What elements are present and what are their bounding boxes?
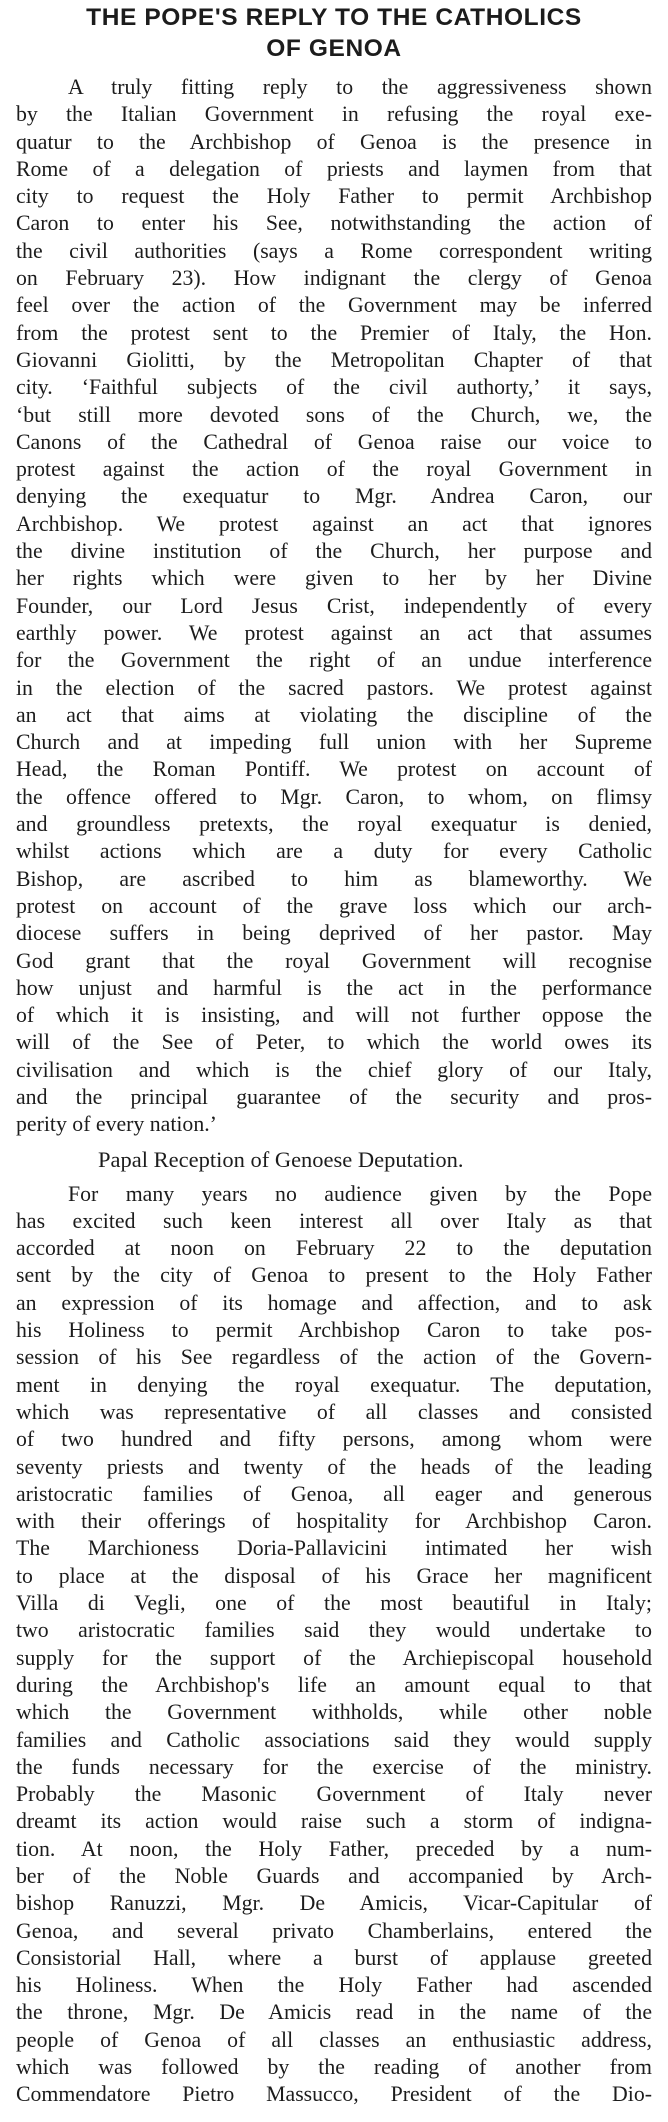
text-line: A truly fitting reply to the aggressiveness shown [68, 75, 652, 99]
text-line: people of Genoa of all classes an enthusiastic address, [16, 2027, 652, 2052]
text-line: the offence offered to Mgr. Caron, to whom, on flimsy [16, 784, 652, 809]
text-line: Bishop, are ascribed to him as blameworthy. We [16, 866, 652, 891]
text-line: her rights which were given to her by her Divine [16, 566, 652, 591]
article [16, 0, 652, 2109]
text-line: Founder, our Lord Jesus Crist, independently of every [16, 593, 652, 618]
text-line: whilst actions which are a duty for every Catholic [16, 839, 652, 864]
text-line: for the Government the right of an undue interference [16, 648, 652, 673]
text-line: perity of every nation.’ [16, 1112, 217, 1137]
text-line: Genoa, and several privato Chamberlains, entered the [16, 1918, 652, 1943]
text-line: city. ‘Faithful subjects of the civil authorty,’ it says, [16, 375, 652, 400]
text-line: to place at the disposal of his Grace her magnificent [16, 1563, 652, 1588]
text-line: city to request the Holy Father to permit Archbishop [16, 184, 652, 209]
text-line: will of the See of Peter, to which the world owes its [16, 1030, 652, 1055]
text-line: protest on account of the grave loss which our arch- [16, 893, 652, 918]
text-line: ment in denying the royal exequatur. The deputation, [16, 1372, 652, 1397]
text-line: two aristocratic families said they would undertake to [16, 1618, 652, 1643]
text-line: denying the exequatur to Mgr. Andrea Caron, our [16, 484, 652, 509]
text-line: the divine institution of the Church, her purpose and [16, 539, 652, 564]
text-line: Caron to enter his See, notwithstanding the action of [16, 211, 652, 236]
text-line: aristocratic families of Genoa, all eager and generous [16, 1481, 652, 1506]
text-line: session of his See regardless of the action of the Govern- [16, 1345, 652, 1370]
headline-line-2: OF GENOA [266, 35, 402, 62]
text-line: an act that aims at violating the discipline of the [16, 702, 652, 727]
text-line: Villa di Vegli, one of the most beautiful in Italy; [16, 1591, 652, 1616]
text-line: families and Catholic associations said they would supply [16, 1727, 652, 1752]
text-line: ber of the Noble Guards and accompanied by Arch- [16, 1864, 652, 1888]
text-line: civilisation and which is the chief glory of our Italy, [16, 1057, 652, 1082]
text-line: The Marchioness Doria-Pallavicini intimated her wish [16, 1536, 652, 1561]
text-line: of which it is insisting, and will not further oppose the [16, 1003, 652, 1028]
text-line: ‘but still more devoted sons of the Church, we, the [16, 402, 652, 427]
text-line: from the protest sent to the Premier of Italy, the Hon. [16, 320, 652, 345]
text-line: dreamt its action would raise such a storm of indigna- [16, 1809, 652, 1834]
text-line: Commendatore Pietro Massucco, President of the Dio- [16, 2082, 652, 2107]
text-line: Consistorial Hall, where a burst of applause greeted [16, 1945, 652, 1970]
text-line: with their offerings of hospitality for Archbishop Caron. [16, 1509, 652, 1534]
text-line: feel over the action of the Government may be inferred [16, 293, 652, 318]
text-line: For many years no audience given by the Pope [68, 1181, 652, 1206]
text-line: his Holiness. When the Holy Father had ascended [16, 1973, 652, 1998]
text-line: which was representative of all classes and consisted [16, 1399, 652, 1424]
text-line: earthly power. We protest against an act that assumes [16, 620, 652, 645]
text-line: and groundless pretexts, the royal exequatur is denied, [16, 812, 652, 837]
text-line: Canons of the Cathedral of Genoa raise our voice to [16, 429, 652, 454]
text-line: tion. At noon, the Holy Father, preceded by a num- [16, 1836, 652, 1861]
text-line: Giovanni Giolitti, by the Metropolitan Chapter of that [16, 347, 652, 372]
text-line: which the Government withholds, while other noble [16, 1700, 652, 1725]
headline-line-1: THE POPE'S REPLY TO THE CATHOLICS [86, 4, 582, 31]
text-line: an expression of its homage and affection, and to ask [16, 1290, 652, 1315]
text-line: on February 23). How indignant the clergy of Genoa [16, 266, 652, 291]
text-line: Archbishop. We protest against an act that ignores [16, 511, 652, 536]
subheading: Papal Reception of Genoese Deputation. [98, 1146, 464, 1172]
text-line: the civil authorities (says a Rome correspondent writing [16, 238, 652, 263]
text-line: Church and at impeding full union with her Supreme [16, 730, 652, 755]
headline [16, 2, 652, 64]
paragraph-protest [16, 74, 652, 1139]
text-line: Rome of a delegation of priests and laymen from that [16, 156, 652, 181]
text-line: of two hundred and fifty persons, among whom were [16, 1427, 652, 1452]
paragraph-reception [16, 1181, 652, 2109]
text-line: by the Italian Government in refusing the royal exe- [16, 102, 652, 127]
text-line: and the principal guarantee of the security and pros- [16, 1084, 652, 1109]
text-line: during the Archbishop's life an amount equal to that [16, 1672, 652, 1697]
text-line: Head, the Roman Pontiff. We protest on account of [16, 757, 652, 782]
text-line: the funds necessary for the exercise of the ministry. [16, 1754, 652, 1779]
text-line: Probably the Masonic Government of Italy never [16, 1782, 652, 1807]
text-line: how unjust and harmful is the act in the performance [16, 975, 652, 1000]
text-line: his Holiness to permit Archbishop Caron to take pos- [16, 1318, 652, 1343]
text-line: in the election of the sacred pastors. We protest against [16, 675, 652, 700]
text-line: protest against the action of the royal Government in [16, 457, 652, 482]
text-line: quatur to the Archbishop of Genoa is the presence in [16, 129, 652, 154]
text-line: diocese suffers in being deprived of her pastor. May [16, 921, 652, 946]
text-line: has excited such keen interest all over Italy as that [16, 1208, 652, 1233]
text-line: seventy priests and twenty of the heads of the leading [16, 1454, 652, 1479]
text-line: accorded at noon on February 22 to the deputation [16, 1236, 652, 1261]
text-line: God grant that the royal Government will recognise [16, 948, 652, 973]
text-line: which was followed by the reading of another from [16, 2055, 652, 2080]
text-line: the throne, Mgr. De Amicis read in the name of the [16, 2000, 652, 2025]
text-line: bishop Ranuzzi, Mgr. De Amicis, Vicar-Capitular of [16, 1891, 652, 1916]
text-line: supply for the support of the Archiepiscopal household [16, 1645, 652, 1670]
text-line: sent by the city of Genoa to present to the Holy Father [16, 1263, 652, 1288]
